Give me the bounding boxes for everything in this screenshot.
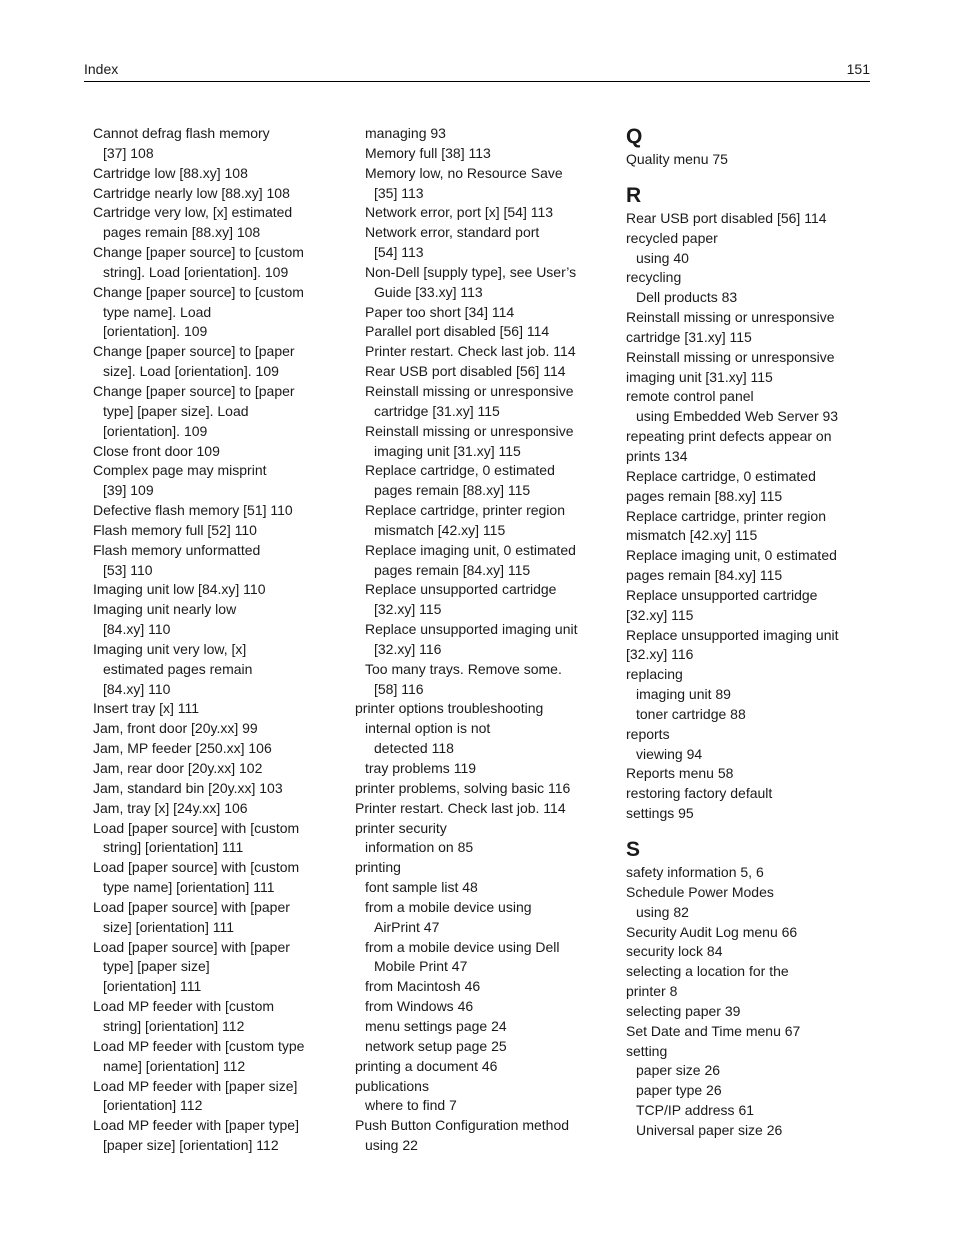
index-entry-cont: [39] 109 [103, 482, 154, 499]
index-entry: Security Audit Log menu 66 [626, 923, 798, 940]
index-entry: Cannot defrag flash memory [93, 125, 270, 141]
index-subentry: using 82 [636, 903, 689, 920]
index-subentry: using Embedded Web Server 93 [636, 408, 839, 425]
index-subentry: using 40 [636, 249, 689, 266]
index-entry: Jam, tray [x] [24y.xx] 106 [93, 799, 248, 816]
index-subentry: Network error, port [x] [54] 113 [365, 204, 554, 221]
index-entry: printer security [355, 819, 447, 836]
index-entry-cont: printer 8 [626, 983, 678, 1000]
index-entry-cont: type name]. Load [103, 303, 212, 320]
index-subentry: information on 85 [365, 839, 474, 856]
index-subentry: Printer restart. Check last job. 114 [365, 343, 576, 360]
index-entry: Change [paper source] to [paper [93, 343, 295, 360]
index-entry-cont: cartridge [31.xy] 115 [626, 328, 752, 345]
index-entry: Load [paper source] with [custom [93, 859, 300, 876]
index-entry: Change [paper source] to [custom [93, 244, 304, 261]
index-subentry: using 22 [365, 1137, 418, 1154]
index-column-2 [355, 124, 617, 1156]
index-subentry: Paper too short [34] 114 [365, 303, 515, 320]
section-gap [626, 824, 896, 837]
index-entry: selecting paper 39 [626, 1002, 741, 1019]
index-entry: Replace unsupported imaging unit [626, 626, 839, 643]
index-entry: Imaging unit low [84.xy] 110 [93, 581, 266, 598]
index-subentry: tray problems 119 [365, 760, 477, 776]
index-entry-cont: string] [orientation] 111 [103, 839, 244, 856]
index-subentry: from Windows 46 [365, 998, 474, 1015]
index-entry: recycled paper [626, 229, 718, 246]
index-entry: Load MP feeder with [paper type] [93, 1117, 299, 1134]
index-subentry-cont: AirPrint 47 [374, 918, 440, 935]
index-entry: restoring factory default [626, 785, 773, 802]
index-entry-cont: type name] [orientation] 111 [103, 879, 275, 896]
index-entry: Push Button Configuration method [355, 1117, 570, 1134]
index-subentry-cont: [32.xy] 116 [374, 640, 442, 657]
index-entry-cont: [orientation] 112 [103, 1097, 203, 1114]
index-entry: Load [paper source] with [paper [93, 898, 290, 915]
index-entry-cont: settings 95 [626, 805, 694, 822]
index-entry-cont: [32.xy] 116 [626, 646, 694, 663]
index-subentry: Too many trays. Remove some. [365, 660, 562, 677]
index-entry-cont: type] [paper size]. Load [103, 402, 249, 419]
index-subentry-cont: imaging unit [31.xy] 115 [374, 442, 521, 459]
index-entry-cont: [84.xy] 110 [103, 680, 171, 697]
index-subentry: Parallel port disabled [56] 114 [365, 323, 550, 340]
index-entry: printing a document 46 [355, 1057, 498, 1074]
index-subentry: imaging unit 89 [636, 686, 731, 703]
index-entry: publications [355, 1077, 429, 1094]
index-entry-cont: [paper size] [orientation] 112 [103, 1137, 279, 1154]
index-entry: Load MP feeder with [custom [93, 998, 275, 1015]
index-subentry: Dell products 83 [636, 289, 738, 306]
index-entry: Change [paper source] to [paper [93, 382, 295, 399]
index-entry: printer options troubleshooting [355, 700, 544, 717]
index-letter-r: R [626, 183, 642, 207]
index-subentry: menu settings page 24 [365, 1017, 507, 1034]
index-entry: Jam, MP feeder [250.xx] 106 [93, 740, 272, 757]
index-entry: Defective flash memory [51] 110 [93, 502, 293, 519]
index-column-3 [626, 124, 896, 1141]
index-entry: Schedule Power Modes [626, 883, 774, 900]
index-entry: Cartridge low [88.xy] 108 [93, 164, 248, 181]
index-subentry-cont: Mobile Print 47 [374, 958, 468, 975]
index-entry: recycling [626, 269, 682, 286]
index-entry: Jam, standard bin [20y.xx] 103 [93, 779, 283, 796]
index-entry: Jam, rear door [20y.xx] 102 [93, 760, 263, 776]
index-subentry-cont: [35] 113 [374, 184, 424, 201]
index-entry: Reinstall missing or unresponsive [626, 348, 835, 365]
index-entry: Set Date and Time menu 67 [626, 1022, 801, 1039]
index-letter-q: Q [626, 125, 643, 148]
index-entry-cont: size]. Load [orientation]. 109 [103, 363, 279, 380]
index-entry: Flash memory unformatted [93, 541, 261, 558]
index-subentry: from a mobile device using [365, 898, 532, 915]
index-entry-cont: size] [orientation] 111 [103, 918, 235, 935]
index-subentry-cont: detected 118 [374, 740, 454, 757]
index-entry-cont: string] [orientation] 112 [103, 1017, 245, 1034]
section-gap [626, 170, 896, 183]
index-entry: Printer restart. Check last job. 114 [355, 799, 566, 816]
index-entry: Insert tray [x] 111 [93, 700, 200, 717]
index-letter-s: S [626, 838, 641, 861]
index-entry-cont: mismatch [42.xy] 115 [626, 527, 758, 544]
index-entry: repeating print defects appear on [626, 428, 832, 445]
index-entry-cont: [orientation] 111 [103, 978, 202, 995]
index-entry: Replace imaging unit, 0 estimated [626, 547, 837, 564]
index-entry: security lock 84 [626, 943, 723, 960]
index-entry: Load [paper source] with [paper [93, 938, 290, 955]
index-entry: setting [626, 1042, 668, 1059]
index-entry-cont: type] [paper size] [103, 958, 210, 975]
index-entry: Rear USB port disabled [56] 114 [626, 209, 827, 226]
index-entry-cont: [37] 108 [103, 144, 154, 161]
index-entry: remote control panel [626, 388, 754, 405]
index-subentry: viewing 94 [636, 745, 703, 762]
index-entry-cont: name] [orientation] 112 [103, 1057, 246, 1074]
index-subentry: Replace unsupported imaging unit [365, 621, 578, 638]
index-subentry: network setup page 25 [365, 1037, 507, 1054]
index-subentry: Reinstall missing or unresponsive [365, 422, 574, 439]
index-entry: selecting a location for the [626, 963, 789, 980]
index-subentry: Reinstall missing or unresponsive [365, 382, 574, 399]
index-entry-cont: [53] 110 [103, 561, 153, 578]
index-entry: Imaging unit nearly low [93, 601, 237, 618]
index-subentry: font sample list 48 [365, 879, 478, 896]
index-subentry: Memory full [38] 113 [365, 144, 491, 161]
index-entry: Replace cartridge, 0 estimated [626, 467, 816, 484]
index-subentry: where to find 7 [365, 1097, 457, 1114]
index-subentry: TCP/IP address 61 [636, 1102, 755, 1119]
page-header [84, 59, 870, 82]
index-subentry: Replace cartridge, printer region [365, 502, 565, 519]
index-entry: Reports menu 58 [626, 765, 734, 782]
index-subentry: internal option is not [365, 720, 491, 737]
index-subentry: Memory low, no Resource Save [365, 164, 563, 181]
index-entry: Reinstall missing or unresponsive [626, 309, 835, 326]
index-entry: safety information 5, 6 [626, 864, 764, 880]
index-entry-cont: prints 134 [626, 447, 688, 464]
index-column-1 [93, 124, 348, 1156]
index-subentry: paper type 26 [636, 1082, 722, 1099]
index-subentry-cont: pages remain [88.xy] 115 [374, 482, 531, 499]
index-entry: Quality menu 75 [626, 151, 728, 167]
index-entry: Change [paper source] to [custom [93, 283, 304, 300]
index-entry: Load MP feeder with [custom type [93, 1037, 305, 1054]
index-entry: Flash memory full [52] 110 [93, 521, 257, 538]
index-entry: printing [355, 859, 401, 876]
index-subentry-cont: [54] 113 [374, 244, 424, 261]
index-entry: Load MP feeder with [paper size] [93, 1077, 298, 1094]
index-entry: Cartridge very low, [x] estimated [93, 204, 293, 221]
index-entry: Replace unsupported cartridge [626, 586, 818, 603]
index-subentry: from a mobile device using Dell [365, 938, 560, 955]
index-subentry: Non-Dell [supply type], see User’s [365, 263, 577, 280]
index-entry-cont: [32.xy] 115 [626, 606, 694, 623]
section-title: Index [84, 61, 119, 77]
index-subentry: paper size 26 [636, 1062, 721, 1079]
index-entry: Complex page may misprint [93, 462, 267, 479]
index-entry: Jam, front door [20y.xx] 99 [93, 720, 258, 737]
index-entry-cont: pages remain [88.xy] 115 [626, 487, 783, 504]
index-entry: Replace cartridge, printer region [626, 507, 826, 524]
page-number: 151 [846, 61, 870, 77]
index-entry: reports [626, 725, 670, 742]
index-entry: replacing [626, 666, 683, 683]
index-subentry: Network error, standard port [365, 224, 540, 241]
index-subentry: managing 93 [365, 125, 446, 141]
index-subentry: Replace unsupported cartridge [365, 581, 557, 598]
index-subentry: toner cartridge 88 [636, 705, 746, 722]
index-entry: printer problems, solving basic 116 [355, 779, 571, 796]
index-entry-cont: [orientation]. 109 [103, 323, 208, 340]
index-subentry-cont: [58] 116 [374, 680, 424, 697]
index-subentry: Universal paper size 26 [636, 1121, 783, 1138]
index-subentry-cont: [32.xy] 115 [374, 601, 442, 618]
index-subentry: from Macintosh 46 [365, 978, 481, 995]
index-subentry-cont: pages remain [84.xy] 115 [374, 561, 531, 578]
index-entry-cont: string]. Load [orientation]. 109 [103, 263, 289, 280]
index-entry-cont: [orientation]. 109 [103, 422, 208, 439]
index-entry: Cartridge nearly low [88.xy] 108 [93, 184, 290, 201]
index-entry-cont: [84.xy] 110 [103, 621, 171, 638]
index-subentry: Replace cartridge, 0 estimated [365, 462, 555, 479]
index-subentry: Rear USB port disabled [56] 114 [365, 363, 566, 380]
index-entry: Imaging unit very low, [x] [93, 640, 247, 657]
index-entry-cont: estimated pages remain [103, 660, 253, 677]
index-entry-cont: pages remain [84.xy] 115 [626, 567, 783, 584]
index-subentry-cont: mismatch [42.xy] 115 [374, 521, 506, 538]
index-entry-cont: pages remain [88.xy] 108 [103, 224, 261, 241]
index-subentry-cont: Guide [33.xy] 113 [374, 283, 483, 300]
index-entry: Close front door 109 [93, 442, 220, 459]
index-entry-cont: imaging unit [31.xy] 115 [626, 368, 773, 385]
index-subentry: Replace imaging unit, 0 estimated [365, 541, 576, 558]
index-subentry-cont: cartridge [31.xy] 115 [374, 402, 500, 419]
index-entry: Load [paper source] with [custom [93, 819, 300, 836]
